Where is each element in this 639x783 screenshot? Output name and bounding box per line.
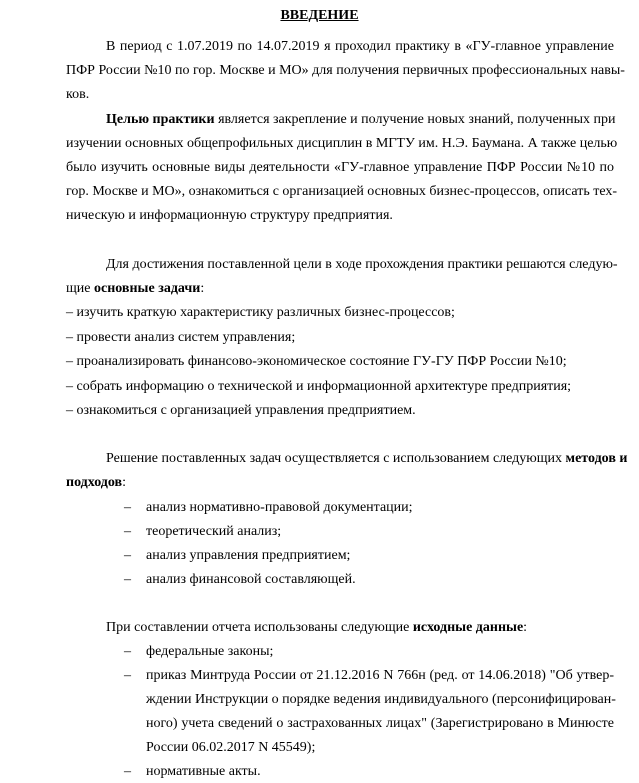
tasks-bold: основные задачи bbox=[94, 281, 201, 296]
methods-bold-1: методов и bbox=[565, 451, 628, 466]
goal-line-1-rest: является закрепление и получение новых знаний, полученных при bbox=[214, 112, 616, 127]
goal-line-4: гор. Москве и МО», ознакомиться с организацией основных бизнес-процессов, описать тех- bbox=[66, 184, 618, 199]
sources-line-1 bbox=[106, 620, 527, 636]
goal-line-2: изучении основных общепрофильных дисциплин в МГТУ им. Н.Э. Баумана. А также целью bbox=[66, 136, 618, 151]
intro-line-3: ков. bbox=[66, 87, 90, 102]
goal-bold: Целью практики bbox=[106, 112, 215, 127]
tasks-line-2 bbox=[66, 281, 204, 297]
sources-line-1-post: : bbox=[523, 620, 528, 635]
method-item: анализ финансовой составляющей. bbox=[146, 572, 356, 587]
page-title bbox=[0, 8, 639, 24]
source-item-line: ждении Инструкции о порядке ведения индивидуального (персонифицирован- bbox=[146, 692, 616, 707]
list-dash: – bbox=[124, 764, 131, 779]
methods-line-1 bbox=[106, 451, 628, 467]
source-item: федеральные законы; bbox=[146, 644, 274, 659]
tasks-line-2-pre: щие bbox=[66, 281, 94, 296]
methods-line-2 bbox=[66, 475, 126, 491]
source-item-line: России 06.02.2017 N 45549); bbox=[146, 740, 316, 755]
method-item: теоретический анализ; bbox=[146, 524, 282, 539]
intro-line-1: В период с 1.07.2019 по 14.07.2019 я проходил практику в «ГУ-главное управление bbox=[106, 39, 614, 54]
sources-line-1-pre: При составлении отчета использованы следующие bbox=[106, 620, 413, 635]
intro-line-2: ПФР России №10 по гор. Москве и МО» для получения первичных профессиональных навы- bbox=[66, 63, 625, 78]
method-item: анализ управления предприятием; bbox=[146, 548, 351, 563]
list-dash: – bbox=[124, 548, 131, 563]
goal-line-3: было изучить основные виды деятельности «ГУ-главное управление ПФР России №10 по bbox=[66, 160, 614, 175]
task-item: – собрать информацию о технической и информационной архитектуре предприятия; bbox=[66, 379, 572, 394]
list-dash: – bbox=[124, 524, 131, 539]
tasks-line-1: Для достижения поставленной цели в ходе прохождения практики решаются следую- bbox=[106, 257, 618, 272]
sources-bold: исходные данные bbox=[412, 620, 524, 635]
source-item-line: ного) учета сведений о застрахованных лицах" (Зарегистрировано в Минюсте bbox=[146, 716, 614, 731]
goal-line-1 bbox=[106, 112, 614, 128]
task-item: – ознакомиться с организацией управления предприятием. bbox=[66, 403, 416, 418]
source-item: нормативные акты. bbox=[146, 764, 261, 779]
goal-line-5: ническую и информационную структуру предприятия. bbox=[66, 208, 393, 223]
source-item-line: приказ Минтруда России от 21.12.2016 N 766н (ред. от 14.06.2018) "Об утвер- bbox=[146, 668, 614, 683]
page-title-text: ВВЕДЕНИЕ bbox=[280, 8, 359, 23]
list-dash: – bbox=[124, 644, 131, 659]
methods-line-2-post: : bbox=[122, 475, 126, 490]
tasks-line-2-post: : bbox=[200, 281, 205, 296]
list-dash: – bbox=[124, 572, 131, 587]
method-item: анализ нормативно-правовой документации; bbox=[146, 500, 413, 515]
list-dash: – bbox=[124, 500, 131, 515]
methods-bold-2: подходов bbox=[66, 475, 123, 490]
task-item: – изучить краткую характеристику различных бизнес-процессов; bbox=[66, 305, 455, 320]
list-dash: – bbox=[124, 668, 131, 683]
task-item: – проанализировать финансово-экономическое состояние ГУ-ГУ ПФР России №10; bbox=[66, 354, 567, 369]
task-item: – провести анализ систем управления; bbox=[66, 330, 296, 345]
methods-line-1-pre: Решение поставленных задач осуществляется с использованием следующих bbox=[106, 451, 566, 466]
